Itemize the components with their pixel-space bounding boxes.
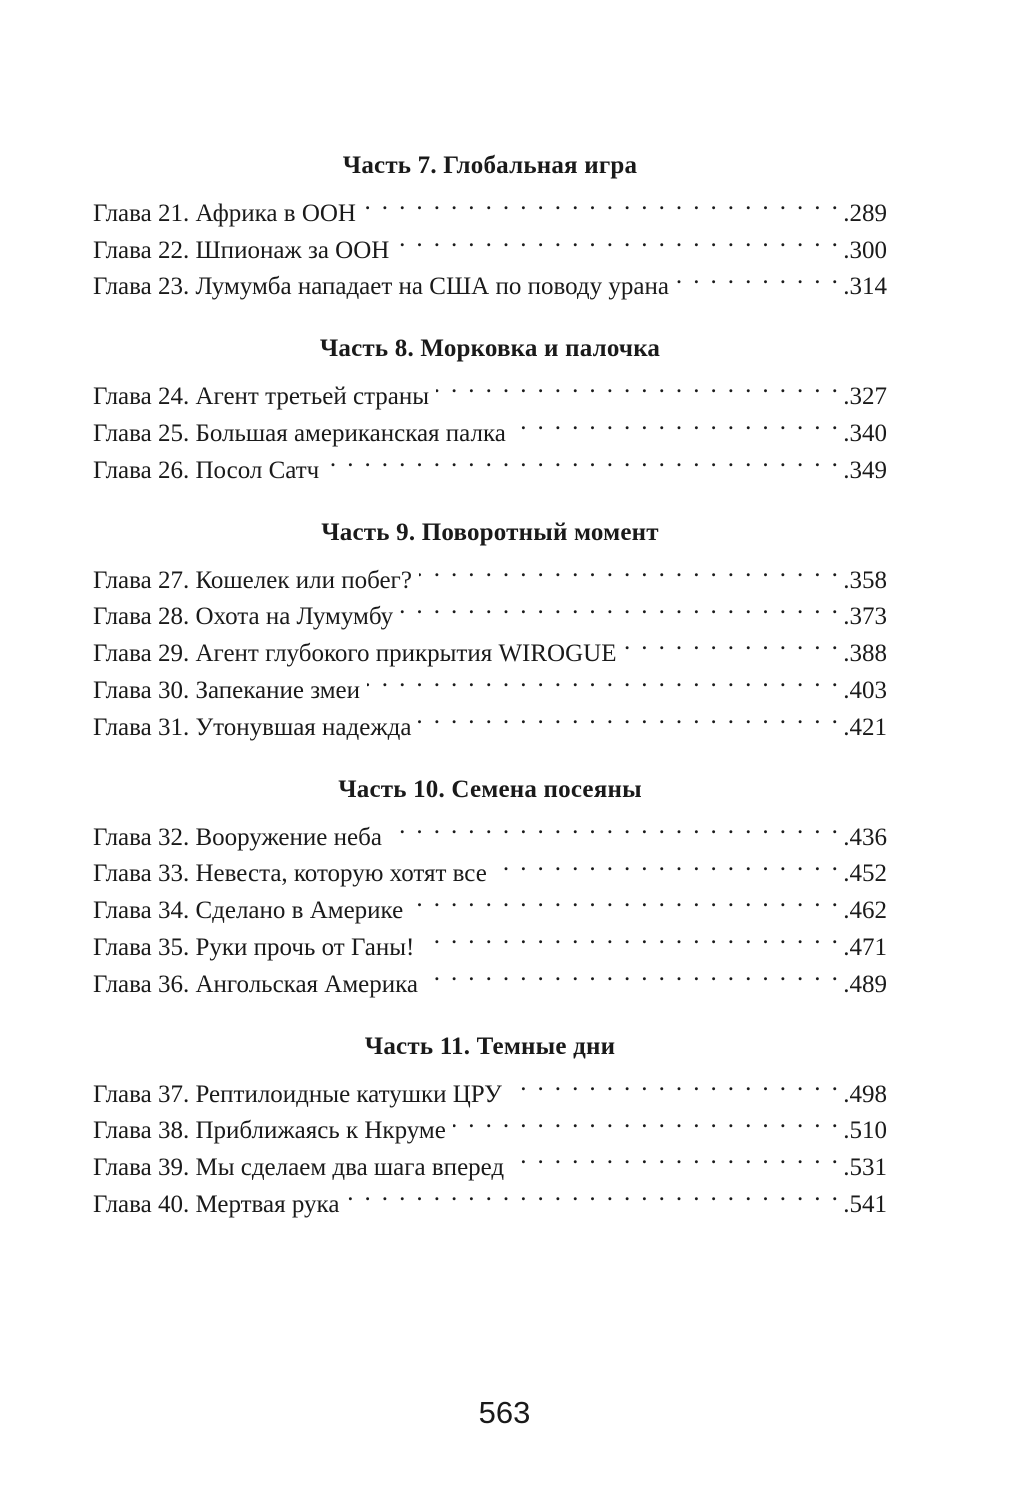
dot-leader <box>676 258 840 295</box>
dot-leader <box>367 661 840 698</box>
chapter-title: Глава 28. Охота на Лумумбу <box>93 603 394 631</box>
chapter-title: Глава 33. Невеста, которую хотят все <box>93 860 487 888</box>
dot-leader <box>418 698 840 735</box>
chapter-page-number: .489 <box>843 970 887 998</box>
chapter-page-number: .421 <box>843 713 887 741</box>
chapter-page-number: .510 <box>843 1117 887 1145</box>
table-of-contents <box>93 148 887 1249</box>
part-10 <box>93 772 887 998</box>
dot-leader <box>363 184 840 221</box>
chapter-page-number: .436 <box>843 823 887 851</box>
chapter-page-number: .349 <box>843 456 887 484</box>
dot-leader <box>436 367 840 404</box>
dot-leader <box>410 881 840 918</box>
chapter-page-number: .498 <box>843 1080 887 1108</box>
dot-leader <box>513 404 840 441</box>
chapter-title: Глава 40. Мертвая рука <box>93 1190 340 1218</box>
chapter-title: Глава 38. Приближаясь к Нкруме <box>93 1117 446 1145</box>
part-title: Часть 9. Поворотный момент <box>321 518 659 546</box>
chapter-page-number: .289 <box>843 199 887 227</box>
chapter-page-number: .531 <box>843 1154 887 1182</box>
chapter-entry <box>93 808 887 851</box>
chapter-title: Глава 21. Африка в ООН <box>93 199 356 227</box>
chapter-entry <box>93 367 887 411</box>
chapter-entry <box>93 551 887 594</box>
chapter-page-number: .340 <box>843 419 887 447</box>
chapter-title: Глава 29. Агент глубокого прикрытия WIROGUE <box>93 640 617 668</box>
dot-leader <box>509 1065 840 1102</box>
chapter-page-number: .541 <box>843 1190 887 1218</box>
part-8 <box>93 331 887 484</box>
chapter-title: Глава 23. Лумумба нападает на США по поводу урана <box>93 273 669 301</box>
dot-leader <box>511 1138 840 1175</box>
chapter-title: Глава 35. Руки прочь от Ганы! <box>93 933 415 961</box>
chapter-title: Глава 39. Мы сделаем два шага вперед <box>93 1154 505 1182</box>
dot-leader <box>421 918 840 955</box>
chapter-page-number: .373 <box>843 603 887 631</box>
part-title: Часть 8. Морковка и палочка <box>319 335 661 363</box>
part-9 <box>93 515 887 741</box>
chapter-page-number: .403 <box>843 676 887 704</box>
dot-leader <box>326 441 840 478</box>
page-number: 563 <box>478 1395 531 1430</box>
chapter-page-number: .314 <box>843 273 887 301</box>
chapter-page-number: .471 <box>843 933 887 961</box>
chapter-title: Глава 30. Запекание змеи <box>93 676 361 704</box>
dot-leader <box>419 551 840 588</box>
chapter-page-number: .300 <box>843 236 887 264</box>
chapter-title: Глава 34. Сделано в Америке <box>93 897 404 925</box>
chapter-title: Глава 27. Кошелек или побег? <box>93 566 412 594</box>
chapter-title: Глава 22. Шпионаж за ООН <box>93 236 390 264</box>
part-title: Часть 7. Глобальная игра <box>342 152 638 179</box>
chapter-entry <box>93 184 887 227</box>
chapter-title: Глава 31. Утонувшая надежда <box>93 713 412 741</box>
part-title: Часть 10. Семена посеяны <box>338 775 642 803</box>
chapter-page-number: .388 <box>843 640 887 668</box>
chapter-title: Глава 36. Ангольская Америка <box>93 970 418 998</box>
dot-leader <box>389 808 840 845</box>
dot-leader <box>453 1102 840 1139</box>
dot-leader <box>624 624 841 661</box>
part-title: Часть 11. Темные дни <box>364 1032 616 1060</box>
chapter-title: Глава 24. Агент третьей страны <box>93 383 430 411</box>
chapter-page-number: .452 <box>843 860 887 888</box>
chapter-title: Глава 32. Вооружение неба <box>93 823 382 851</box>
chapter-entry <box>93 1065 887 1108</box>
part-11 <box>93 1029 887 1218</box>
chapter-title: Глава 25. Большая американская палка <box>93 419 506 447</box>
dot-leader <box>494 845 840 882</box>
chapter-page-number: .358 <box>843 566 887 594</box>
chapter-title: Глава 37. Рептилоидные катушки ЦРУ <box>93 1080 502 1108</box>
dot-leader <box>396 221 840 258</box>
chapter-page-number: .462 <box>843 897 887 925</box>
dot-leader <box>425 955 840 992</box>
dot-leader <box>346 1175 840 1212</box>
part-7 <box>93 148 887 301</box>
dot-leader <box>400 588 840 625</box>
chapter-title: Глава 26. Посол Сатч <box>93 456 320 484</box>
chapter-page-number: .327 <box>843 383 887 411</box>
